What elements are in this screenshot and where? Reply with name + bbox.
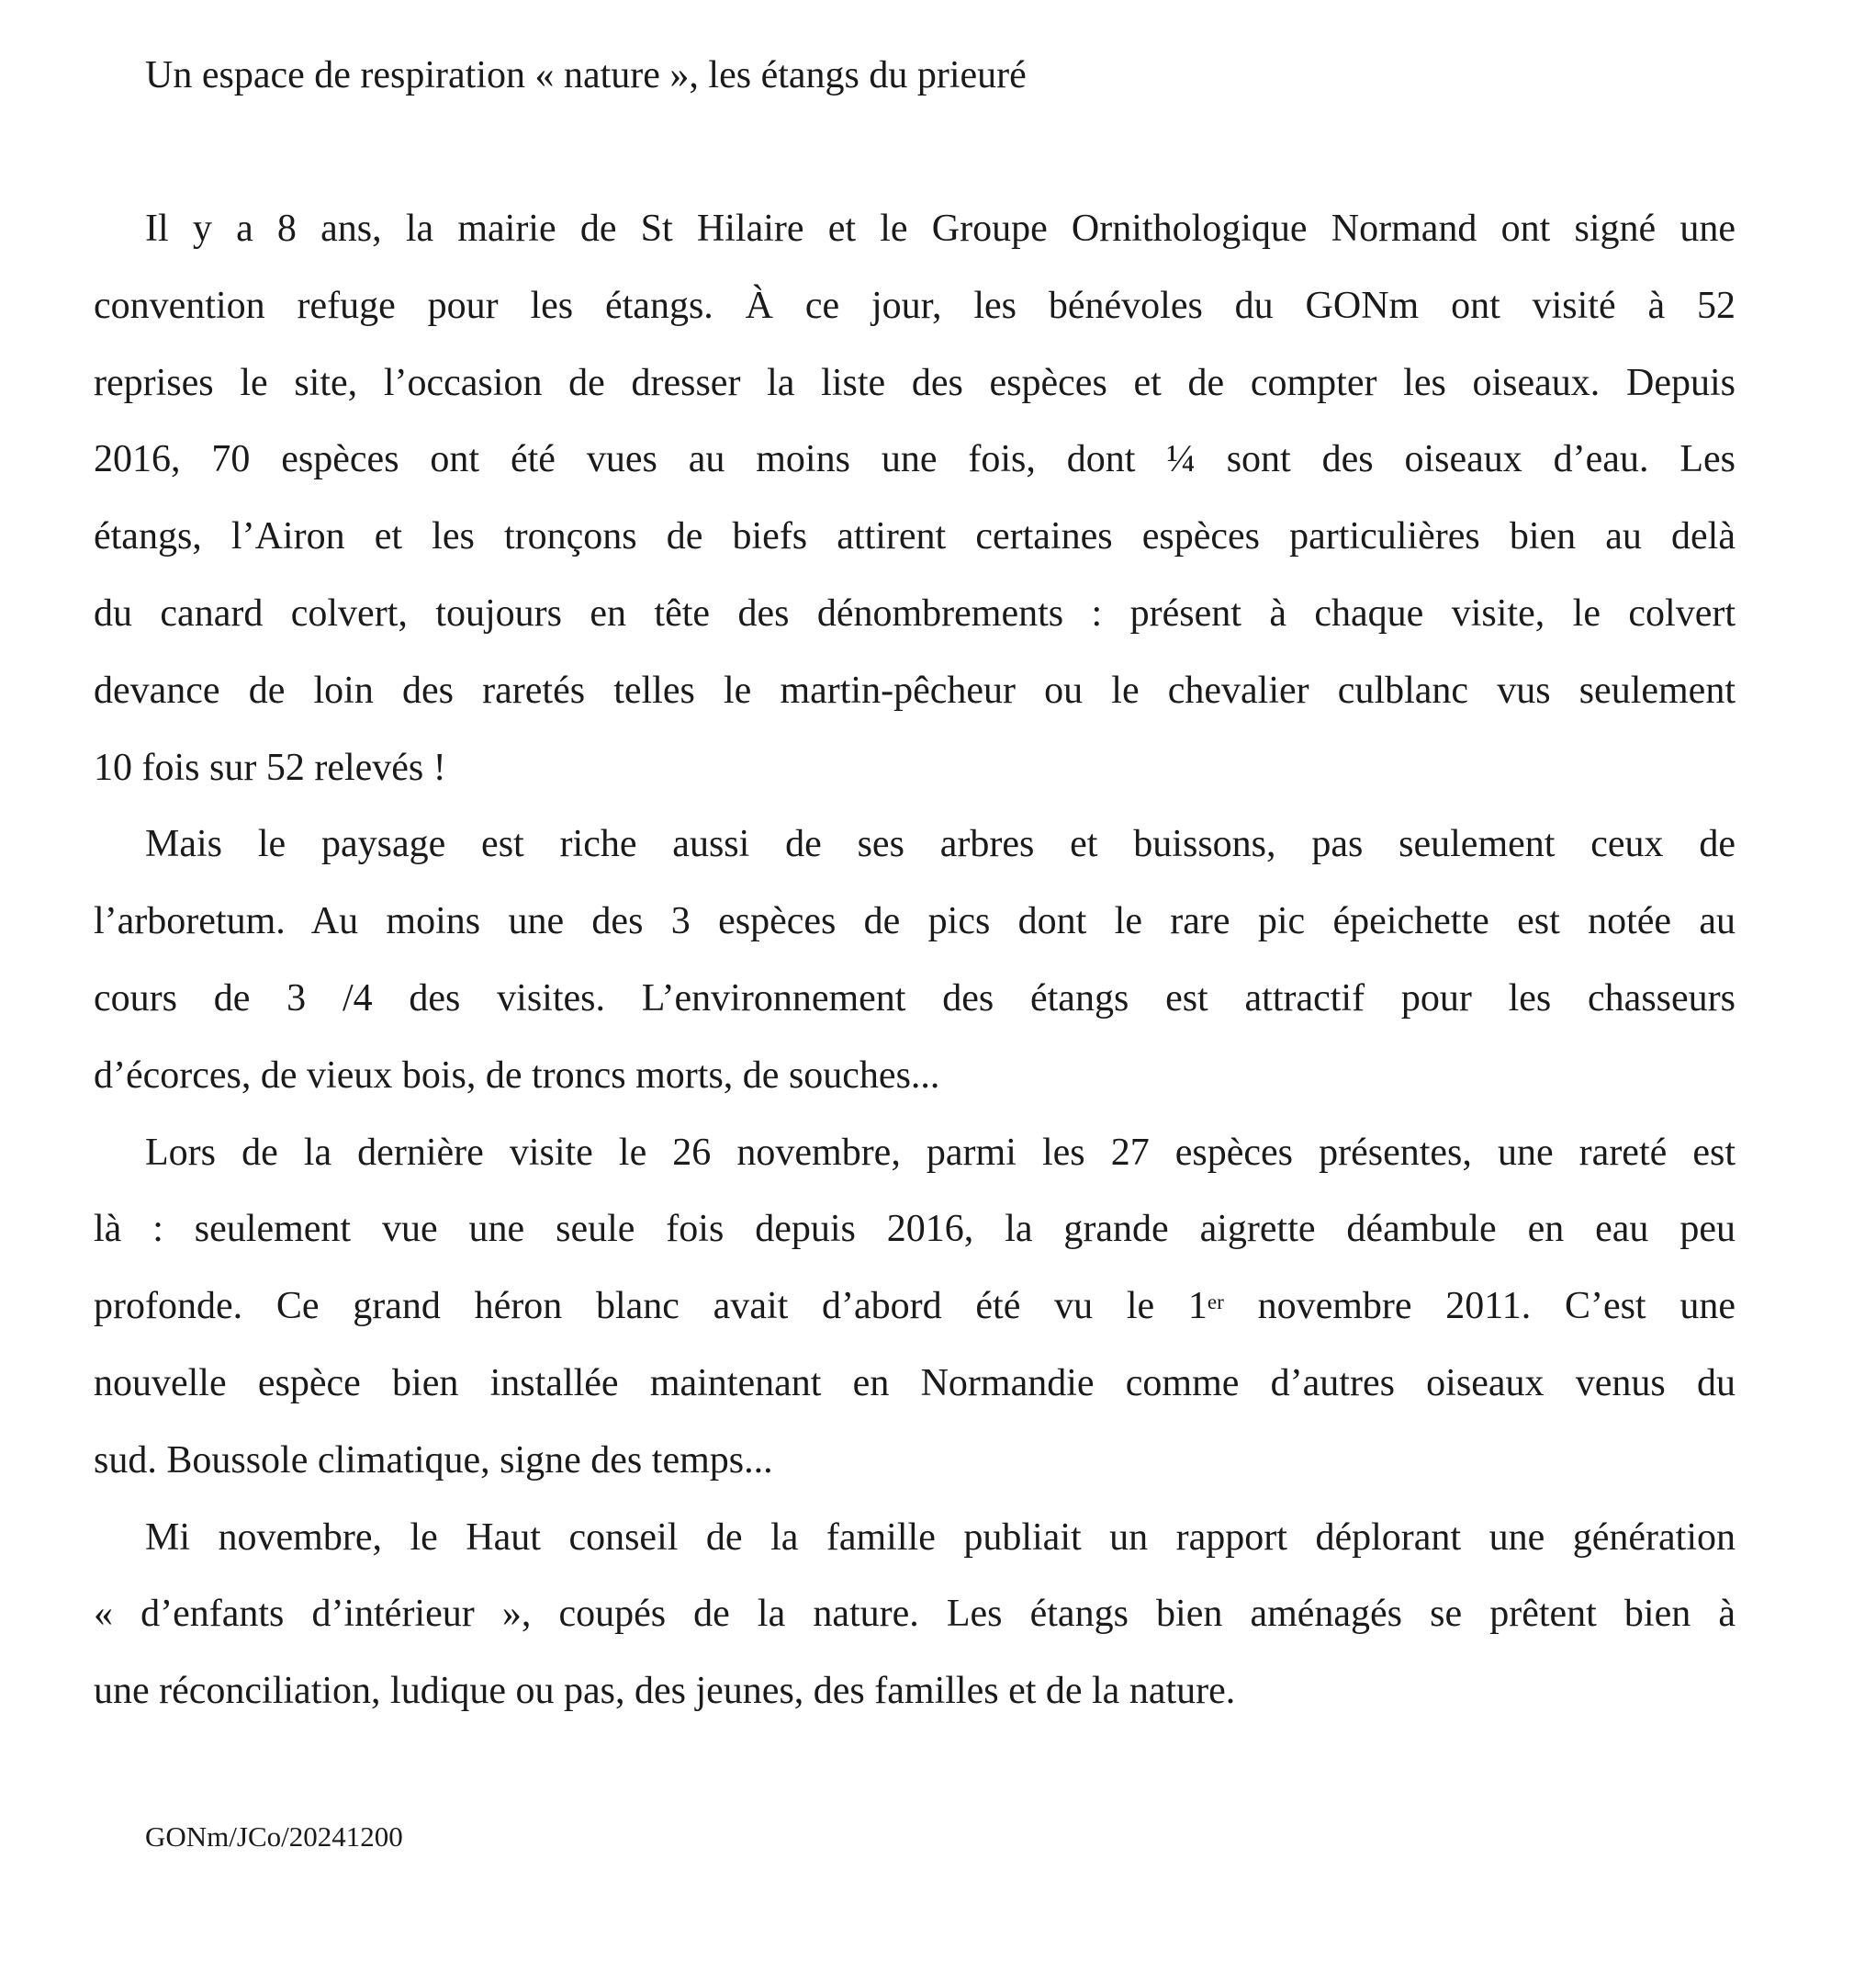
text-line: cours de 3 /4 des visites. L’environnement des étangs est attractif pour les chasseurs xyxy=(94,976,1736,1020)
text-line: là : seulement vue une seule fois depuis 2016, la grande aigrette déambule en eau peu xyxy=(94,1208,1736,1251)
footer-reference: GONm/JCo/20241200 xyxy=(145,1820,403,1853)
paragraph-1 xyxy=(94,191,1736,806)
title-body-gap xyxy=(94,114,1736,191)
text-line: « d’enfants d’intérieur », coupés de la nature. Les étangs bien aménagés se prêtent bien à xyxy=(94,1593,1736,1636)
text-line: l’arboretum. Au moins une des 3 espèces de pics dont le rare pic épeichette est notée au xyxy=(94,900,1736,943)
text-line: nouvelle espèce bien installée maintenant en Normandie comme d’autres oiseaux venus du xyxy=(94,1361,1736,1404)
document-title: Un espace de respiration « nature », les étangs du prieuré xyxy=(145,54,1027,96)
text-line: Mi novembre, le Haut conseil de la famille publiait un rapport déplorant une génération xyxy=(145,1515,1736,1559)
text-line: Il y a 8 ans, la mairie de St Hilaire et le Groupe Ornithologique Normand ont signé une xyxy=(145,208,1736,250)
paragraph-4 xyxy=(94,1500,1736,1730)
text-line: du canard colvert, toujours en tête des dénombrements : présent à chaque visite, le colvert xyxy=(94,592,1736,635)
text-line: Mais le paysage est riche aussi de ses arbres et buissons, pas seulement ceux de xyxy=(145,823,1736,866)
text-segment: profonde. Ce grand héron blanc avait d’abord été vu le 1 xyxy=(94,1285,1208,1328)
text-line: d’écorces, de vieux bois, de troncs morts, de souches... xyxy=(94,1053,940,1097)
text-line: 10 fois sur 52 relevés ! xyxy=(94,746,446,789)
text-segment: novembre 2011. C’est une xyxy=(1223,1285,1736,1328)
text-line: Lors de la dernière visite le 26 novembre, parmi les 27 espèces présentes, une rareté est xyxy=(145,1131,1736,1174)
text-line: 2016, 70 espèces ont été vues au moins une fois, dont ¼ sont des oiseaux d’eau. Les xyxy=(94,438,1736,481)
text-line: devance de loin des raretés telles le martin-pêcheur ou le chevalier culblanc vus seulement xyxy=(94,669,1736,712)
paragraph-3 xyxy=(94,1115,1736,1500)
ordinal-superscript: er xyxy=(1207,1289,1224,1313)
text-line: étangs, l’Airon et les tronçons de biefs attirent certaines espèces particulières bien au delà xyxy=(94,515,1736,558)
text-line: sud. Boussole climatique, signe des temps... xyxy=(94,1438,773,1482)
text-line: reprises le site, l’occasion de dresser la liste des espèces et de compter les oiseaux. Depuis xyxy=(94,361,1736,404)
text-line: une réconciliation, ludique ou pas, des jeunes, des familles et de la nature. xyxy=(94,1670,1236,1713)
paragraph-2 xyxy=(94,806,1736,1114)
text-line xyxy=(94,1268,1736,1346)
text-line: convention refuge pour les étangs. À ce jour, les bénévoles du GONm ont visité à 52 xyxy=(94,284,1736,327)
